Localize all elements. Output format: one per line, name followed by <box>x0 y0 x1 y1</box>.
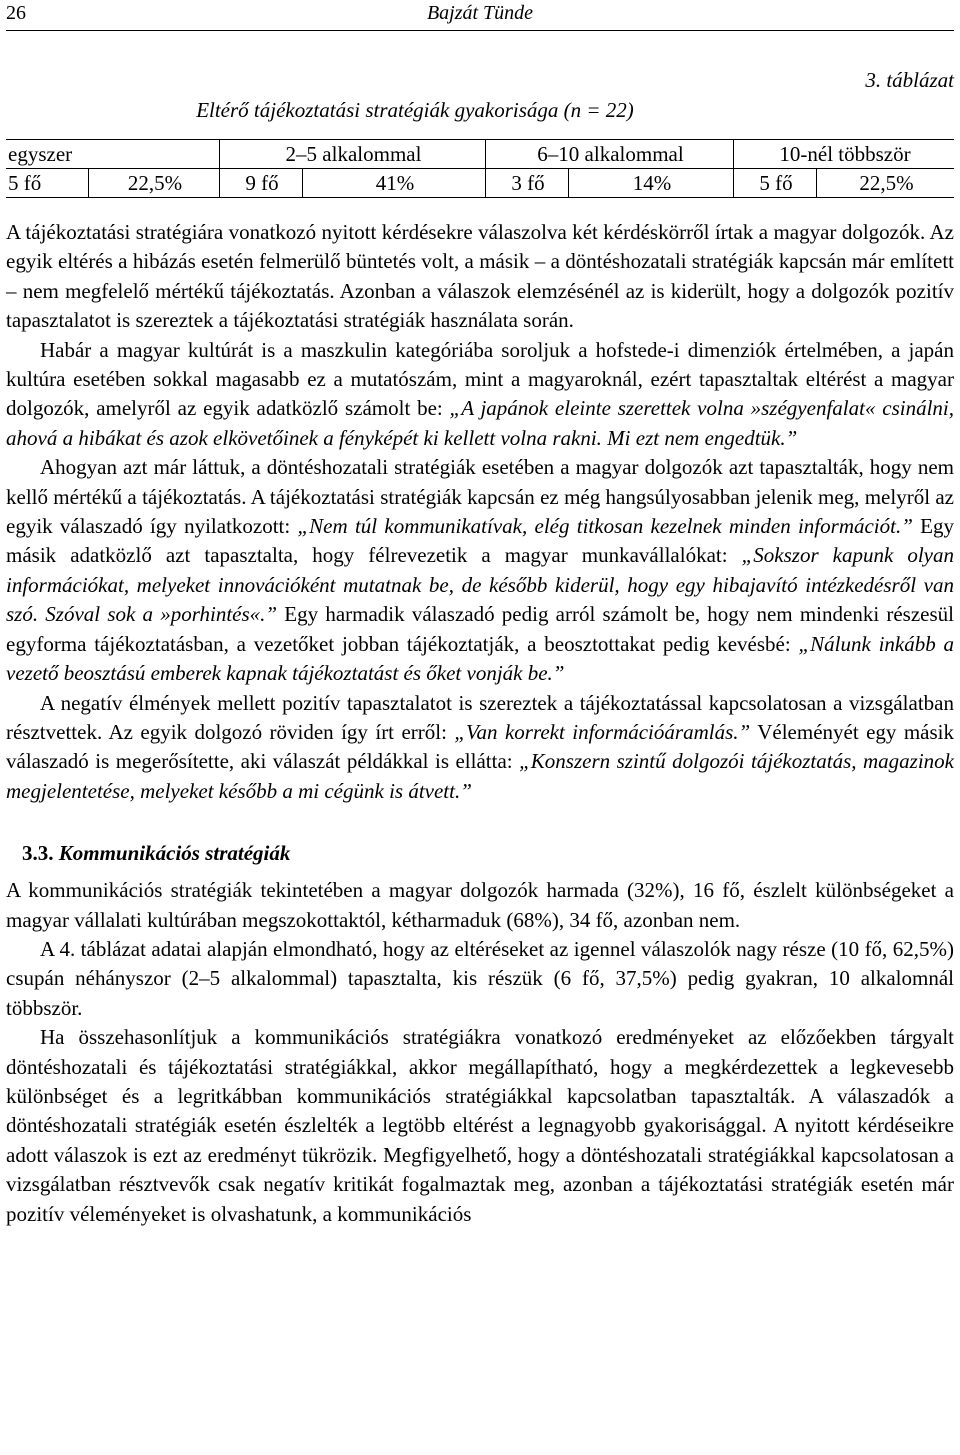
table-cell: 9 fő <box>220 169 303 198</box>
table-row <box>6 169 954 198</box>
page-header <box>6 0 954 31</box>
table-header-cell: 2–5 alkalommal <box>220 140 486 169</box>
paragraph: Ha összehasonlítjuk a kommunikációs stratégiákra vonatkozó eredményeket az előzőekben tárgyalt döntéshozatali és tájékoztatási stratégiákkal, akkor megállapítható, hogy a megkérdezettek a legkevesebb különbséget és a legritkábban kommunikációs stratégiákkal kapcsolatban tapasztalták. A válaszadók a döntéshozatali stratégiák esetén észlelték a legtöbb eltérést a legnagyobb gyakorisággal. A nyitott kérdéseikre adott válaszok is ezt az eredményt tükrözik. Megfigyelhető, hogy a döntéshozatali stratégiákkal kapcsolatosan a vizsgálatban résztvevők csak negatív kritikát fogalmaztak meg, azonban a tájékoztatási stratégiák esetén már pozitív véleményeket is olvashatunk, a kommunikációs <box>6 1025 954 1226</box>
table-cell: 3 fő <box>486 169 569 198</box>
table-cell: 5 fő <box>6 169 89 198</box>
document-page <box>6 0 954 1229</box>
paragraph: A kommunikációs stratégiák tekintetében a magyar dolgozók harmada (32%), 16 fő, észlelt különbségeket a magyar vállalati kultúrában megszokottaktól, kétharmaduk (68%), 34 fő, azonban nem. <box>6 878 954 932</box>
paragraph <box>6 453 954 688</box>
quote: „Nem túl kommunikatívak, elég titkosan kezelnek minden információt.” <box>297 514 913 539</box>
table-header-row <box>6 140 954 169</box>
frequency-table <box>6 139 954 198</box>
table-cell: 22,5% <box>89 169 220 198</box>
running-head-author: Bajzát Tünde <box>426 2 534 24</box>
quote: „Sokszor kapunk olyan információkat, melyeket innovációként mutatnak be, de később kiderül, hogy egy hibajavító intézkedésről van szó. Szóval sok a »porhintés«.” <box>6 543 954 627</box>
section-number: 3.3. <box>22 841 54 866</box>
paragraph-text: Véleményét egy másik válaszadó is megerősítette, aki válaszát példákkal is ellátta: <box>6 719 954 774</box>
section-title: Kommunikációs stratégiák <box>58 841 291 866</box>
paragraph-text: Egy harmadik válaszadó pedig arról számolt be, hogy nem mindenki részesül egyforma tájékoztatásban, a vezetőket jobban tájékoztatják, a beosztottakat pedig kevésbé: <box>6 602 954 656</box>
quote: „Nálunk inkább a vezető beosztású emberek kapnak tájékoztatást és őket vonják be.” <box>6 631 955 686</box>
paragraph-text: Ahogyan azt már láttuk, a döntéshozatali stratégiák esetében a magyar dolgozók azt tapasztalták, hogy nem kellő mértékű a tájékoztatás. A tájékoztatási stratégiák kapcsán ez még hangsúlyosabban jelenik meg, melyről az egyik válaszadó így nyilatkozott: <box>6 455 954 539</box>
paragraph-text: Habár a magyar kultúrát is a maszkulin kategóriába soroljuk a hofstede-i dimenziók értelmében, a japán kultúra esetében sokkal magasabb ez a mutatószám, mint a magyaroknál, ezért tapasztaltak eltérést a magyar dolgozók, amelyről az egyik adatközlő számolt be: <box>6 337 954 421</box>
quote: „A japánok eleinte szerettek volna »szégyenfalat« csinálni, ahová a hibákat és azok elkövetőinek a fényképét ki kellett volna rakni. Mi ezt nem engedtük.” <box>6 396 954 450</box>
table-cell: 41% <box>303 169 486 198</box>
paragraph <box>6 218 954 336</box>
table-cell: 22,5% <box>817 169 955 198</box>
quote: „Konszern szintű dolgozói tájékoztatás, magazinok megjelentetése, melyeket később a mi cégünk is átvett.” <box>6 749 954 803</box>
paragraph <box>6 336 954 454</box>
table-title: Eltérő tájékoztatási stratégiák gyakorisága (n = 22) <box>196 98 634 122</box>
table-header-cell: 6–10 alkalommal <box>486 140 734 169</box>
table-header-cell: egyszer <box>6 140 220 169</box>
paragraph <box>6 689 954 807</box>
paragraph-text: A tájékoztatási stratégiára vonatkozó nyitott kérdésekre válaszolva két kérdéskörről írtak a magyar dolgozók. Az egyik eltérés a hibázás esetén felmerülő büntetés volt, a másik – a döntéshozatali stratégiák kapcsán már említett – nem megfelelő mértékű tájékoztatás. Azonban a válaszok elemzésénél az is kiderült, hogy a dolgozók pozitív tapasztalatot is szereztek a tájékoztatási stratégiák használata során. <box>6 220 954 333</box>
table-cell: 5 fő <box>734 169 817 198</box>
paragraph-text: Egy másik adatközlő azt tapasztalta, hogy félrevezetik a magyar munkavállalókat: <box>6 514 954 568</box>
table-header-cell: 10-nél többször <box>734 140 955 169</box>
page-number: 26 <box>6 2 26 24</box>
paragraph: A 4. táblázat adatai alapján elmondható, hogy az eltéréseket az igennel válaszolók nagy része (10 fő, 62,5%) csupán néhányszor (2–5 alkalommal) tapasztalta, kis részük (6 fő, 37,5%) pedig gyakran, 10 alkalomnál többször. <box>6 936 954 1020</box>
section-heading <box>22 838 954 868</box>
paragraph-text: A negatív élmények mellett pozitív tapasztalatot is szereztek a tájékoztatással kapcsolatosan a vizsgálatban résztvettek. Az egyik dolgozó röviden így írt erről: <box>6 690 954 744</box>
table-label: 3. táblázat <box>865 68 954 92</box>
table-cell: 14% <box>569 169 734 198</box>
quote: „Van korrekt információáramlás.” <box>454 719 751 744</box>
body-text <box>6 218 954 1229</box>
